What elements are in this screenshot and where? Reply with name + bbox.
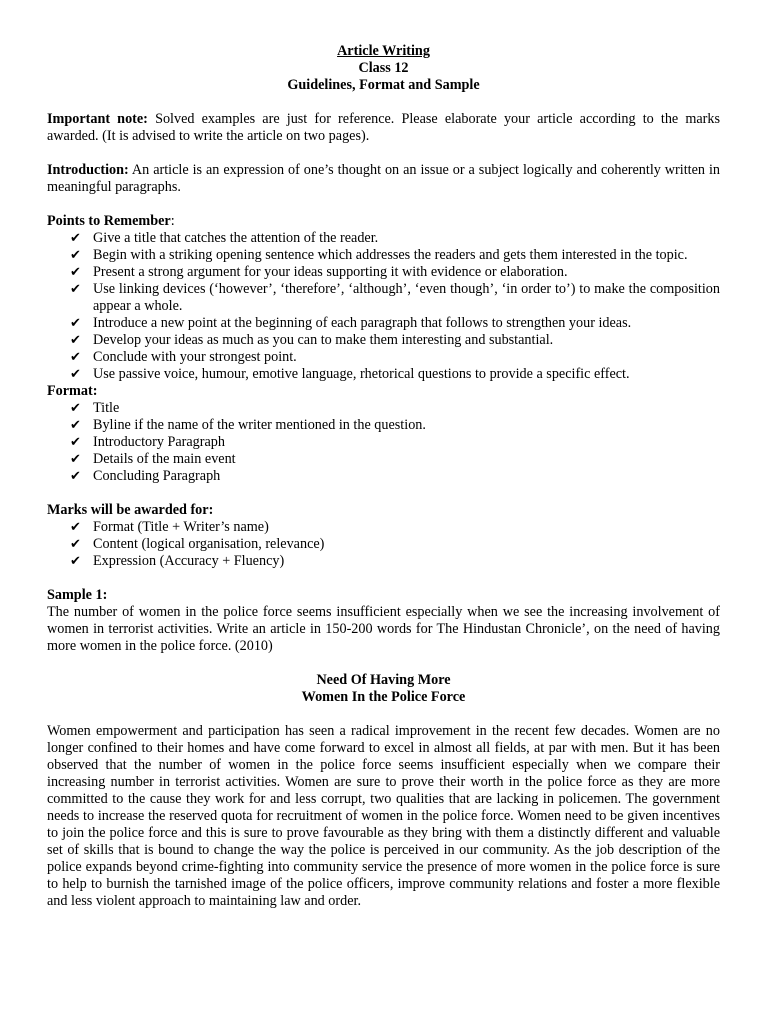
marks-heading: Marks will be awarded for: (47, 502, 214, 518)
list-item: ✔ Introduce a new point at the beginning of each paragraph that follows to strengthen your ideas. (70, 315, 632, 331)
introduction (47, 162, 720, 196)
checkmark-icon: ✔ (70, 367, 81, 382)
checkmark-icon: ✔ (70, 469, 81, 484)
sample-question: The number of women in the police force seems insufficient especially when we see the increasing involvement of women in terrorist activities. Write an article in 150-200 words for The Hindustan Chronicle’, on the need of having more women in the police force. (2010) (47, 604, 720, 654)
points-list (47, 230, 720, 383)
important-note-text: Solved examples are just for reference. Please elaborate your article according to the marks awarded. (It is advised to write the article on two pages). (47, 111, 721, 144)
checkmark-icon: ✔ (70, 452, 81, 467)
marks-list (47, 519, 720, 570)
checkmark-icon: ✔ (70, 537, 81, 552)
important-note (47, 111, 720, 145)
checkmark-icon: ✔ (70, 401, 81, 416)
list-item: ✔ Use passive voice, humour, emotive language, rhetorical questions to provide a specific effect. (70, 366, 630, 382)
checkmark-icon: ✔ (70, 435, 81, 450)
list-item: ✔ Develop your ideas as much as you can to make them interesting and substantial. (70, 332, 554, 348)
important-note-label: Important note: (47, 111, 148, 127)
format-list (47, 400, 720, 485)
checkmark-icon: ✔ (70, 231, 81, 246)
document-class: Class 12 (358, 60, 409, 76)
list-item: ✔ Details of the main event (70, 451, 236, 467)
checkmark-icon: ✔ (70, 350, 81, 365)
points-heading: Points to Remember: (47, 213, 175, 229)
checkmark-icon: ✔ (70, 333, 81, 348)
checkmark-icon: ✔ (70, 520, 81, 535)
document-page (47, 43, 720, 910)
introduction-label: Introduction: (47, 162, 129, 178)
document-subtitle: Guidelines, Format and Sample (287, 77, 480, 93)
list-item: ✔ Expression (Accuracy + Fluency) (70, 553, 285, 569)
checkmark-icon: ✔ (70, 248, 81, 263)
list-item: ✔ Begin with a striking opening sentence which addresses the readers and gets them interested in the topic. (70, 247, 688, 263)
article-body: Women empowerment and participation has seen a radical improvement in the recent few decades. Women are no longer confined to their homes and have come forward to excel in almost all fields, at par with men. But it has been observed that the number of women in the police force seems insufficient especially when we compare their increasing number in terrorist activities. Women are sure to prove their worth in the police force as they are more committed to the cause they work for and less corrupt, two qualities that are lacking in policemen. The government needs to increase the reserved quota for recruitment of women in the police force. Women need to be given incentives to join the police force and this is sure to prove favourable as they bring with them a distinctly different and valuable set of skills that is bound to change the way the police is perceived in our community. As the job description of the police expands beyond crime-fighting into community service the presence of more women in the police force is sure to help to burnish the tarnished image of the police officers, improve community relations and foster a more flexible and less violent approach to maintaining law and order. (47, 723, 720, 909)
list-item: ✔ Give a title that catches the attention of the reader. (70, 230, 379, 246)
checkmark-icon: ✔ (70, 282, 81, 297)
checkmark-icon: ✔ (70, 265, 81, 280)
introduction-text: An article is an expression of one’s thought on an issue or a subject logically and coherently written in meaningful paragraphs. (47, 162, 720, 195)
list-item: ✔ Use linking devices (‘however’, ‘therefore’, ‘although’, ‘even though’, ‘in order to’) to make the composition appear a whole. (70, 281, 720, 314)
list-item: ✔ Format (Title + Writer’s name) (70, 519, 269, 535)
list-item: ✔ Byline if the name of the writer mentioned in the question. (70, 417, 426, 433)
list-item: ✔ Introductory Paragraph (70, 434, 225, 450)
format-heading: Format: (47, 383, 98, 399)
list-item: ✔ Present a strong argument for your ideas supporting it with evidence or elaboration. (70, 264, 568, 280)
sample-heading: Sample 1: (47, 587, 108, 603)
list-item: ✔ Concluding Paragraph (70, 468, 221, 484)
list-item: ✔ Title (70, 400, 120, 416)
checkmark-icon: ✔ (70, 316, 81, 331)
checkmark-icon: ✔ (70, 418, 81, 433)
list-item: ✔ Content (logical organisation, relevance) (70, 536, 325, 552)
article-title-line-2: Women In the Police Force (301, 689, 466, 705)
article-title-line-1: Need Of Having More (316, 672, 451, 688)
list-item: ✔ Conclude with your strongest point. (70, 349, 297, 365)
checkmark-icon: ✔ (70, 554, 81, 569)
document-title: Article Writing (337, 43, 430, 59)
